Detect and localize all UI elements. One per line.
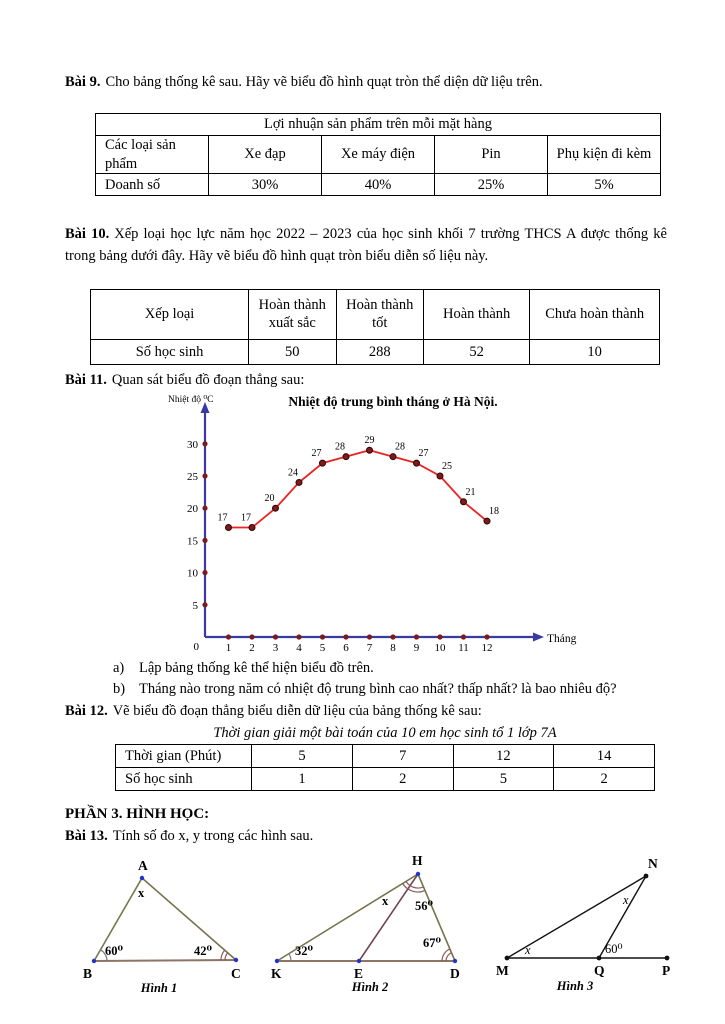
y-tick-dot bbox=[202, 537, 207, 542]
grades-table bbox=[90, 289, 660, 365]
angle-arc-k bbox=[289, 954, 291, 961]
vertex-label-n: N bbox=[648, 856, 658, 872]
y-tick-dot bbox=[202, 441, 207, 446]
bai9-text: Cho bảng thống kê sau. Hãy vẽ biểu đồ hình quạt tròn thể diện dữ liệu trên. bbox=[105, 74, 543, 90]
angle-label-42: 42⁰ bbox=[194, 944, 212, 959]
angle-arc-c-inner bbox=[225, 953, 228, 960]
vertex-dot-c bbox=[234, 958, 238, 962]
side-bc bbox=[94, 960, 236, 961]
bai11-paragraph bbox=[65, 370, 667, 392]
table-row bbox=[96, 113, 661, 135]
vertex-label-c: C bbox=[231, 966, 241, 982]
y-tick-dot bbox=[202, 570, 207, 575]
table-cell: Xe máy điện bbox=[322, 135, 435, 174]
x-tick-dot bbox=[414, 634, 419, 639]
figure-2-triangle-khd bbox=[268, 847, 473, 997]
chart-title: Nhiệt độ trung bình tháng ở Hà Nội. bbox=[288, 393, 498, 409]
x-tick-label: 10 bbox=[434, 641, 446, 654]
figure-2-caption: Hình 2 bbox=[351, 980, 389, 995]
bai10-label: Bài 10. bbox=[65, 226, 110, 243]
y-tick-dot bbox=[202, 602, 207, 607]
data-point bbox=[437, 473, 443, 479]
table-cell: 1 bbox=[252, 768, 353, 791]
figure-1-caption: Hình 1 bbox=[140, 981, 178, 996]
x-axis-label: Tháng bbox=[547, 632, 577, 645]
question-b-label: b) bbox=[113, 681, 126, 698]
y-tick-label: 25 bbox=[187, 470, 198, 483]
angle-label-60: 60⁰ bbox=[105, 944, 123, 959]
table-cell: 50 bbox=[249, 339, 336, 364]
x-axis-arrow bbox=[533, 632, 544, 641]
phan3-heading: PHẦN 3. HÌNH HỌC: bbox=[65, 806, 210, 823]
x-tick-dot bbox=[273, 634, 278, 639]
data-point bbox=[273, 505, 279, 511]
bai11-text: Quan sát biểu đồ đoạn thẳng sau: bbox=[111, 371, 305, 388]
table-cell: 2 bbox=[554, 768, 655, 791]
vertex-label-p: P bbox=[662, 963, 671, 979]
line-chart-block bbox=[165, 392, 667, 658]
x-tick-label: 11 bbox=[458, 641, 469, 654]
data-point bbox=[390, 453, 396, 459]
data-point-label: 29 bbox=[364, 434, 375, 446]
bai12-text: Vẽ biểu đồ đoạn thẳng biểu diễn dữ liệu của bảng thống kê sau: bbox=[112, 703, 482, 720]
y-tick-dot bbox=[202, 473, 207, 478]
vertex-label-q: Q bbox=[594, 963, 605, 979]
vertex-dot-q bbox=[597, 956, 602, 961]
time-table bbox=[115, 744, 655, 791]
y-tick-label: 20 bbox=[187, 502, 198, 515]
vertex-dot-n bbox=[644, 874, 649, 879]
y-tick-dot bbox=[202, 505, 207, 510]
profit-table bbox=[95, 113, 661, 197]
table-row bbox=[96, 174, 661, 196]
bai9-paragraph bbox=[65, 72, 667, 94]
vertex-label-a: A bbox=[138, 858, 148, 874]
vertex-dot-k bbox=[275, 959, 279, 963]
data-point bbox=[226, 524, 232, 530]
y-tick-label: 10 bbox=[187, 567, 198, 580]
figure-1-triangle-abc bbox=[75, 854, 250, 996]
angle-label-32: 32⁰ bbox=[295, 944, 313, 959]
data-point bbox=[414, 460, 420, 466]
angle-label-60: 60⁰ bbox=[605, 942, 623, 957]
question-a-text: Lập bảng thống kê thể hiện biểu đồ trên. bbox=[139, 659, 374, 676]
x-tick-label: 4 bbox=[296, 641, 302, 654]
x-tick-dot bbox=[437, 634, 442, 639]
bai9-label: Bài 9. bbox=[65, 74, 101, 90]
bai11-label: Bài 11. bbox=[65, 371, 107, 388]
data-point-label: 17 bbox=[241, 512, 251, 524]
vertex-dot-m bbox=[505, 956, 510, 961]
data-point bbox=[249, 524, 255, 530]
table-cell: 14 bbox=[554, 745, 655, 768]
table-cell: Các loại sản phẩm bbox=[96, 135, 209, 174]
segment-eh bbox=[359, 874, 418, 961]
x-tick-dot bbox=[320, 634, 325, 639]
figure-3-triangle-mnq bbox=[495, 849, 680, 994]
vertex-dot-p bbox=[665, 956, 670, 961]
bai12-table-caption: Thời gian giải một bài toán của 10 em học sinh tổ 1 lớp 7A bbox=[213, 724, 557, 741]
vertex-label-b: B bbox=[83, 966, 93, 982]
table-cell: Thời gian (Phút) bbox=[116, 745, 252, 768]
table-cell: Doanh số bbox=[96, 174, 209, 196]
table-cell: Hoàn thành bbox=[423, 289, 529, 339]
table-cell: Xếp loại bbox=[91, 289, 249, 339]
x-tick-dot bbox=[249, 634, 254, 639]
x-tick-dot bbox=[296, 634, 301, 639]
bai12-paragraph bbox=[65, 701, 667, 723]
data-point-label: 20 bbox=[264, 492, 275, 504]
table-cell: 10 bbox=[530, 339, 660, 364]
profit-table-title: Lợi nhuận sản phẩm trên mỗi mặt hàng bbox=[96, 113, 661, 135]
data-point-label: 25 bbox=[442, 460, 452, 472]
table-cell: Số học sinh bbox=[116, 768, 252, 791]
angle-arc-d-inner bbox=[446, 953, 452, 961]
data-point bbox=[296, 479, 302, 485]
table-cell: 288 bbox=[336, 339, 423, 364]
y-tick-label: 5 bbox=[192, 599, 198, 612]
table-row bbox=[116, 745, 655, 768]
x-tick-label: 6 bbox=[343, 641, 349, 654]
x-tick-label: 9 bbox=[413, 641, 420, 654]
bai10-paragraph bbox=[65, 224, 667, 268]
angle-label-x: x bbox=[138, 886, 145, 901]
data-point-label: 27 bbox=[418, 447, 429, 459]
data-point bbox=[484, 518, 490, 524]
table-row bbox=[96, 135, 661, 174]
vertex-label-h: H bbox=[412, 853, 423, 869]
x-tick-label: 5 bbox=[319, 641, 326, 654]
angle-label-x-at-m: x bbox=[525, 943, 531, 958]
x-tick-dot bbox=[461, 634, 466, 639]
x-tick-label: 8 bbox=[390, 641, 396, 654]
vertex-label-e: E bbox=[354, 966, 364, 982]
bai13-text: Tính số đo x, y trong các hình sau. bbox=[112, 827, 314, 844]
table-cell: 5 bbox=[453, 768, 554, 791]
x-tick-label: 1 bbox=[225, 641, 232, 654]
bai10-text: Xếp loại học lực năm học 2022 – 2023 của học sinh khối 7 trường THCS A được thống kê trong bảng dưới đây. Hãy vẽ biểu đồ hình quạt tròn biểu diễn số liệu này. bbox=[65, 226, 667, 265]
table-cell: Chưa hoàn thành bbox=[530, 289, 660, 339]
temperature-chart bbox=[165, 392, 710, 658]
question-b bbox=[113, 679, 667, 701]
y-tick-label: 30 bbox=[187, 438, 198, 451]
table-cell: 5% bbox=[548, 174, 661, 196]
vertex-label-m: M bbox=[496, 963, 509, 979]
table-cell: 25% bbox=[435, 174, 548, 196]
question-b-text: Tháng nào trong năm có nhiệt độ trung bình cao nhất? thấp nhất? là bao nhiêu độ? bbox=[139, 681, 617, 698]
x-tick-dot bbox=[226, 634, 231, 639]
bai13-paragraph bbox=[65, 826, 667, 848]
data-point-label: 17 bbox=[217, 512, 228, 524]
vertex-dot-a bbox=[140, 876, 144, 880]
x-tick-label: 12 bbox=[481, 641, 493, 654]
question-a bbox=[113, 658, 667, 680]
x-tick-label: 7 bbox=[366, 641, 373, 654]
vertex-label-k: K bbox=[271, 966, 282, 982]
x-tick-dot bbox=[367, 634, 372, 639]
data-point-label: 18 bbox=[489, 505, 499, 517]
table-cell: 30% bbox=[209, 174, 322, 196]
angle-label-x: x bbox=[382, 894, 389, 909]
table-row bbox=[91, 339, 660, 364]
data-point-label: 21 bbox=[465, 486, 476, 498]
origin-label: 0 bbox=[193, 640, 199, 653]
vertex-label-d: D bbox=[450, 966, 460, 982]
data-point bbox=[461, 498, 467, 504]
data-point bbox=[367, 447, 373, 453]
data-point-label: 28 bbox=[395, 441, 405, 453]
vertex-dot-e bbox=[357, 959, 361, 963]
angle-label-56: 56⁰ bbox=[415, 899, 433, 914]
data-point bbox=[320, 460, 326, 466]
x-tick-dot bbox=[343, 634, 348, 639]
bai12-label: Bài 12. bbox=[65, 703, 108, 720]
table-cell: 52 bbox=[423, 339, 529, 364]
angle-label-x-at-n: x bbox=[623, 893, 629, 908]
bai13-label: Bài 13. bbox=[65, 827, 108, 844]
x-tick-dot bbox=[484, 634, 489, 639]
angle-arc-c-outer bbox=[221, 951, 225, 961]
data-point-label: 27 bbox=[311, 447, 322, 459]
table-row bbox=[91, 289, 660, 339]
table-cell: 2 bbox=[352, 768, 453, 791]
data-point bbox=[343, 453, 349, 459]
table-cell: Xe đạp bbox=[209, 135, 322, 174]
x-tick-label: 2 bbox=[249, 641, 255, 654]
figures-row bbox=[65, 847, 671, 997]
table-row bbox=[116, 768, 655, 791]
table-cell: 12 bbox=[453, 745, 554, 768]
data-point-label: 28 bbox=[335, 441, 345, 453]
vertex-dot-d bbox=[453, 959, 457, 963]
y-axis-label: Nhiệt độ ⁰C bbox=[168, 394, 214, 405]
x-tick-dot bbox=[390, 634, 395, 639]
table-cell: Phụ kiện đi kèm bbox=[548, 135, 661, 174]
question-a-label: a) bbox=[113, 659, 125, 676]
side-ac bbox=[142, 878, 236, 960]
table-cell: Số học sinh bbox=[91, 339, 249, 364]
table-cell: Hoàn thành tốt bbox=[336, 289, 423, 339]
table-cell: Hoàn thành xuất sắc bbox=[249, 289, 336, 339]
vertex-dot-h bbox=[416, 872, 420, 876]
table-cell: 5 bbox=[252, 745, 353, 768]
figure-3-caption: Hình 3 bbox=[556, 979, 594, 994]
table-cell: 40% bbox=[322, 174, 435, 196]
data-point-label: 24 bbox=[288, 467, 298, 479]
x-tick-label: 3 bbox=[272, 641, 279, 654]
y-tick-label: 15 bbox=[187, 535, 198, 548]
table-cell: 7 bbox=[352, 745, 453, 768]
angle-label-67: 67⁰ bbox=[423, 936, 441, 951]
table-cell: Pin bbox=[435, 135, 548, 174]
vertex-dot-b bbox=[92, 959, 96, 963]
